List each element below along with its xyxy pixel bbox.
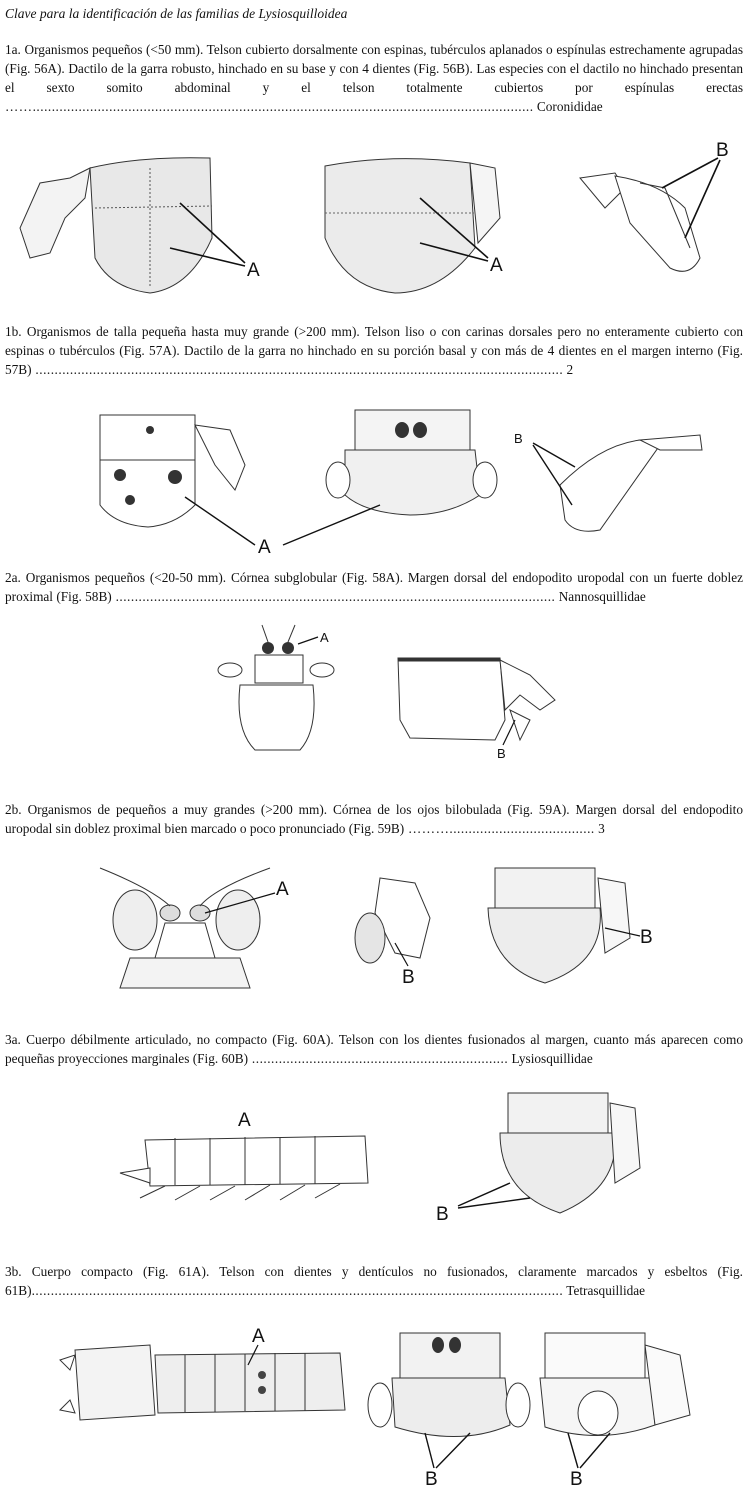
figure-57 [0, 405, 754, 560]
couplet-lead: 3b. [5, 1264, 22, 1279]
couplet-dots: ................................................................... [248, 1051, 509, 1066]
label-b: B [570, 1469, 583, 1490]
couplet-lead: 1b. [5, 324, 22, 339]
couplet-lead: 1a. [5, 42, 21, 57]
couplet-3a [5, 1030, 743, 1068]
telson-spinulose-drawing [325, 159, 500, 293]
couplet-text: Cuerpo débilmente articulado, no compacto (Fig. 60A). Telson con los dientes fusionados al margen, cuanto más aparecen como pequeñas proyecciones marginales (Fig. 60B) [5, 1032, 743, 1066]
telson-free-teeth-dorsal-drawing [368, 1333, 530, 1468]
couplet-text: Cuerpo compacto (Fig. 61A). Telson con dientes y dentículos no fusionados, claramente marcados y esbeltos (Fig. 61B) [5, 1264, 743, 1298]
telson-free-teeth-outline-drawing [540, 1333, 690, 1468]
label-a: A [320, 630, 329, 645]
figure-58-drawing [0, 620, 754, 765]
claw-slender-dactyl-drawing [533, 435, 702, 531]
figure-56 [0, 128, 754, 298]
telson-spotted-drawing [100, 415, 255, 545]
couplet-result: 3 [598, 821, 605, 836]
couplet-dots: ................................................................................................................... [111, 589, 556, 604]
figure-59 [0, 858, 754, 990]
figure-61-drawing [0, 1315, 754, 1490]
uropod-endopod-drawing [355, 878, 430, 966]
body-dorsal-compact-drawing [60, 1345, 345, 1420]
couplet-result: Nannosquillidae [558, 589, 646, 604]
couplet-result: Tetrasquillidae [566, 1283, 646, 1298]
label-b: B [497, 746, 506, 761]
figure-56-drawing [0, 128, 754, 298]
body-lateral-articulated-drawing [120, 1136, 368, 1200]
couplet-result: Coronididae [536, 99, 603, 114]
couplet-2a [5, 568, 743, 606]
couplet-1a [5, 40, 743, 116]
couplet-2b [5, 800, 743, 838]
label-a: A [276, 879, 289, 900]
head-bilobed-cornea-drawing [100, 868, 275, 988]
label-a: A [258, 537, 271, 558]
couplet-lead: 2b. [5, 802, 22, 817]
couplet-text: Organismos pequeños (<50 mm). Telson cubierto dorsalmente con espinas, tubérculos aplanados o espínulas estrechamente agrupadas (Fig. 56A). Dactilo de la garra robusto, hinchado en su base y con 4 dientes (Fig. 56B). Las especies con el dactilo no hinchado presentan el sexto somito abdominal y el telson totalmente cubiertos por espínulas erectas [5, 42, 743, 95]
label-b: B [402, 967, 415, 988]
label-a: A [238, 1110, 251, 1131]
figure-60-drawing [0, 1088, 754, 1228]
couplet-dots: ……................................................................................................................................... [5, 99, 534, 114]
figure-61 [0, 1315, 754, 1490]
label-a: A [490, 255, 503, 276]
animal-dorsal-subglobular-cornea-drawing [218, 625, 334, 750]
label-a: A [247, 260, 260, 281]
couplet-text: Organismos de talla pequeña hasta muy grande (>200 mm). Telson liso o con carinas dorsales pero no enteramente cubierto con espinas o tubérculos (Fig. 57A). Dactilo de la garra no hinchado en su porción basal y con más de 4 dientes en el margen interno (Fig. 57B) [5, 324, 743, 377]
label-b: B [425, 1469, 438, 1490]
figure-60 [0, 1088, 754, 1228]
telson-uropod-drawing [398, 658, 555, 745]
label-b: B [716, 140, 729, 161]
couplet-dots: ………...................................... [404, 821, 595, 836]
figure-59-drawing [0, 858, 754, 990]
label-a: A [252, 1326, 265, 1347]
telson-dorsal-drawing [488, 868, 640, 983]
couplet-3b [5, 1262, 743, 1300]
couplet-dots: .......................................................................................................................................... [31, 362, 564, 377]
telson-dorsal-view-drawing [283, 410, 497, 545]
couplet-result: Lysiosquillidae [511, 1051, 593, 1066]
figure-58 [0, 620, 754, 765]
claw-swollen-dactyl-drawing [580, 158, 720, 271]
telson-fused-teeth-drawing [458, 1093, 640, 1213]
couplet-result: 2 [566, 362, 574, 377]
label-b: B [436, 1204, 449, 1225]
couplet-lead: 3a. [5, 1032, 21, 1047]
couplet-lead: 2a. [5, 570, 21, 585]
label-b: B [514, 431, 523, 446]
couplet-dots: ........................................................................................................................................... [31, 1283, 564, 1298]
couplet-text: Organismos pequeños (<20-50 mm). Córnea subglobular (Fig. 58A). Margen dorsal del endopodito uropodal con un fuerte doblez proximal (Fig. 58B) [5, 570, 744, 604]
couplet-1b [5, 322, 743, 379]
label-b: B [640, 927, 653, 948]
key-title: Clave para la identificación de las familias de Lysiosquilloidea [5, 6, 348, 21]
figure-57-drawing [0, 405, 754, 560]
couplet-text: Organismos de pequeños a muy grandes (>200 mm). Córnea de los ojos bilobulada (Fig. 59A). Margen dorsal del endopodito uropodal sin doblez proximal bien marcado o poco pronunciado (Fig. 59B) [5, 802, 743, 836]
telson-tuberculate-drawing [20, 158, 245, 293]
